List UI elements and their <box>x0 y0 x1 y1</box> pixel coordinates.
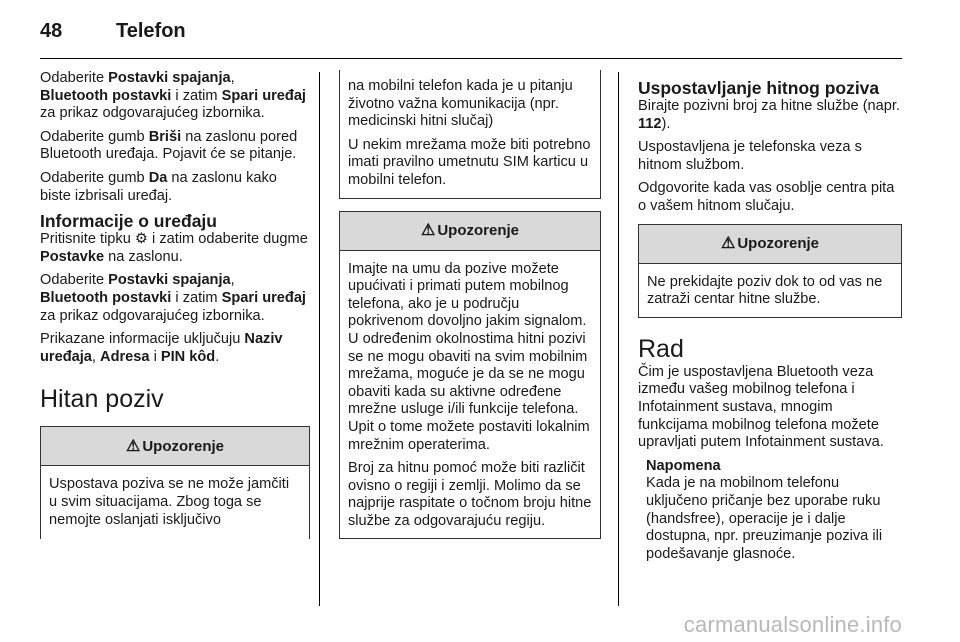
warning-box <box>638 224 902 318</box>
warning-box <box>339 211 601 540</box>
warning-header: ⚠ Upozorenje <box>340 212 600 251</box>
watermark: carmanualsonline.info <box>683 612 902 637</box>
section-heading-establish-emergency-call: Uspostavljanje hitnog poziva <box>638 78 880 98</box>
paragraph: Čim je uspostavljena Bluetooth veza između vašeg mobilnog telefona i Infotainment sustava, mnogim funkcijama mobilnog telefona možete upravljati putem Infotainment sustava. <box>638 363 884 451</box>
page-number: 48 <box>40 20 63 42</box>
warning-header: ⚠ Upozorenje <box>639 225 901 264</box>
warning-body: Ne prekidajte poziv dok to od vas ne zatraži centar hitne službe. <box>647 273 883 308</box>
settings-icon: ⚙ <box>134 231 148 248</box>
paragraph: Birajte pozivni broj za hitne službe (napr. 112). <box>638 98 901 132</box>
warning-body: na mobilni telefon kada je u pitanju životno važna komunikacija (npr. medicinski hitni slučaj) U nekim mrežama može biti potrebno imati pravilno umetnutu SIM karticu u mobilni telefon. <box>348 78 591 188</box>
paragraph: Odaberite gumb Da na zaslonu kako biste izbrisali uređaj. <box>40 169 277 204</box>
paragraph: Odgovorite kada vas osoblje centra pita o vašem hitnom slučaju. <box>638 180 895 214</box>
section-heading-operation: Rad <box>638 334 684 363</box>
column-divider <box>319 72 320 606</box>
warning-body: Imajte na umu da pozive možete upućivati i primati putem mobilnog telefona, ako je u području pokrivenom dovoljno jakim signalom. U određenim okolnostima hitni pozivi se ne mogu obaviti na svim mobilnim mrežama, moguće je da se ne mogu obaviti kada su aktivne određene mrežne usluge i/ili funkcije telefona. Upit o tome možete postaviti lokalnim mrežnim operaterima. Broj za hitnu pomoć može biti različit ovisno o regiji i zemlji. Molimo da se najprije raspitate o točnom broju hitne službe za odgovarajuću regiju. <box>348 260 592 529</box>
note-box <box>638 458 902 564</box>
column-1 <box>40 70 310 539</box>
note-text: Kada je na mobilnom telefonu uključeno pričanje bez uporabe ruku (handsfree), operacije je i dalje dostupna, npr. preuzimanje poziva ili podešavanje glasnoće. <box>646 475 883 562</box>
column-2 <box>339 70 601 539</box>
section-heading-device-info: Informacije o uređaju <box>40 211 217 232</box>
warning-triangle-icon: ⚠ <box>125 437 141 455</box>
warning-box-continued <box>339 70 601 199</box>
header-rule <box>40 58 902 59</box>
column-divider <box>618 72 619 606</box>
paragraph: Pritisnite tipku ⚙ i zatim odaberite dugme Postavke na zaslonu. <box>40 231 308 265</box>
section-heading-emergency-call: Hitan poziv <box>40 385 164 414</box>
paragraph: Odaberite gumb Briši na zaslonu pored Bluetooth uređaja. Pojavit će se pitanje. <box>40 128 298 163</box>
warning-triangle-icon: ⚠ <box>720 234 736 252</box>
paragraph: Uspostavljena je telefonska veza s hitnom službom. <box>638 139 862 173</box>
paragraph: Prikazane informacije uključuju Naziv uređaja, Adresa i PIN kôd. <box>40 331 283 365</box>
warning-header: ⚠ Upozorenje <box>41 427 309 466</box>
page-title: Telefon <box>116 20 186 42</box>
paragraph: Odaberite Postavki spajanja, Bluetooth postavki i zatim Spari uređaj za prikaz odgovarajućeg izbornika. <box>40 70 306 122</box>
paragraph: Odaberite Postavki spajanja, Bluetooth postavki i zatim Spari uređaj za prikaz odgovarajućeg izbornika. <box>40 272 306 324</box>
note-title: Napomena <box>646 457 721 474</box>
column-3 <box>638 78 902 563</box>
warning-box <box>40 426 310 539</box>
warning-body: Uspostava poziva se ne može jamčiti u svim situacijama. Zbog toga se nemojte oslanjati isključivo <box>49 476 290 528</box>
warning-triangle-icon: ⚠ <box>420 221 436 239</box>
